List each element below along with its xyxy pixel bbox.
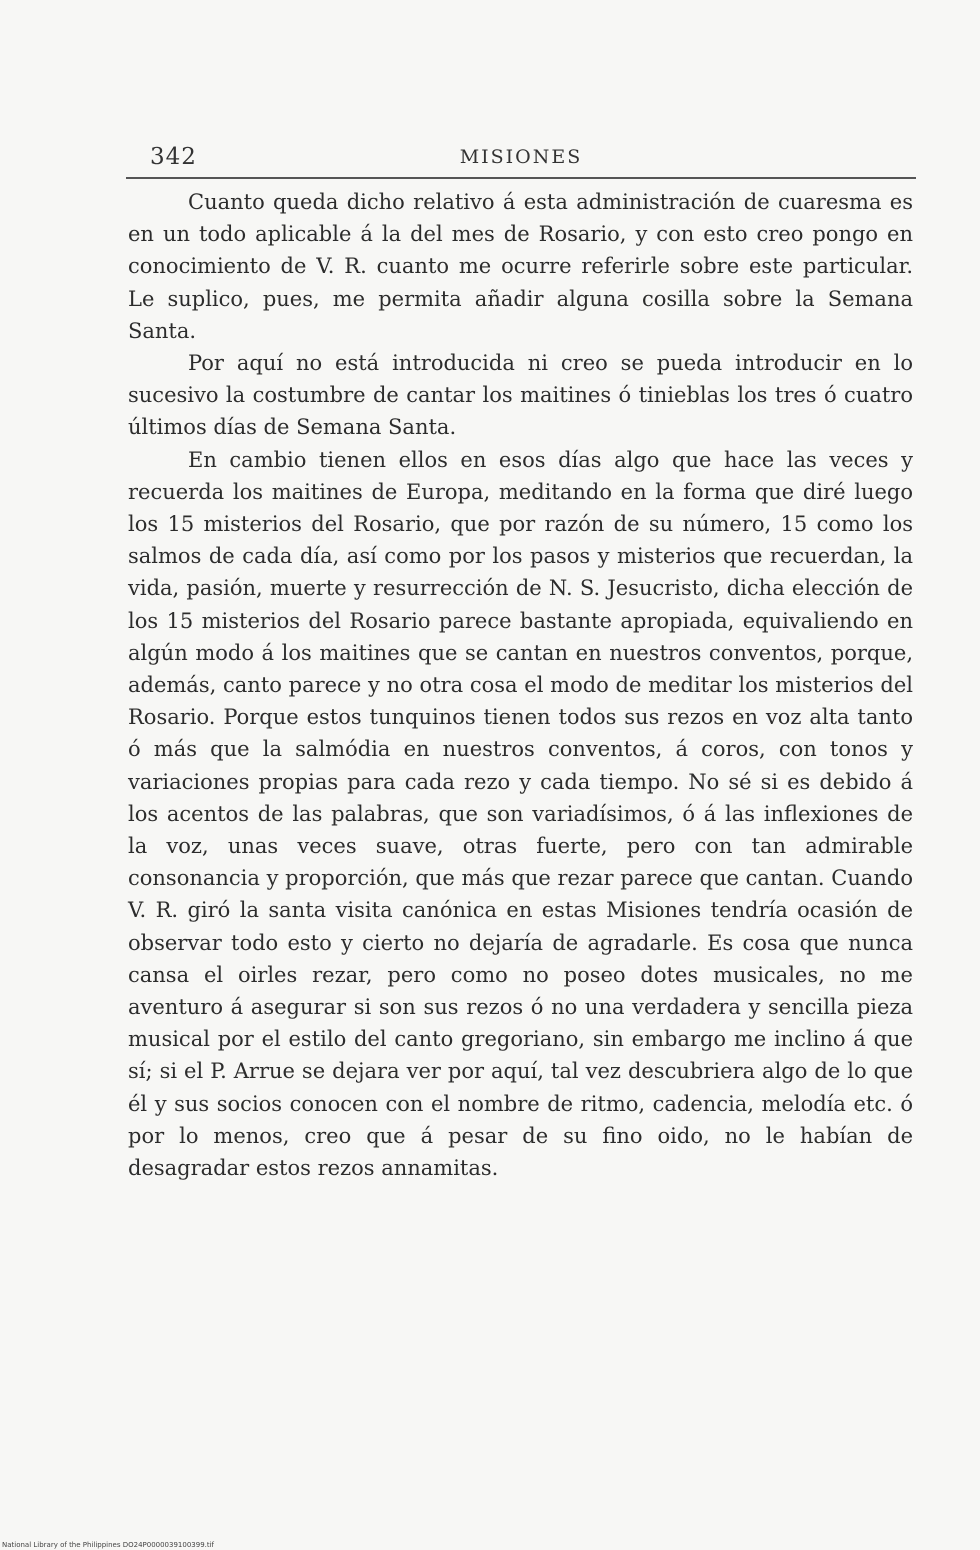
- running-title: MISIONES: [459, 146, 583, 168]
- paragraph: En cambio tienen ellos en esos días algo que hace las veces y recuerda los maitines de Europa, meditando en la forma que diré luego los 15 misterios del Rosario, que por razón de su número, 15 como los salmos de cada día, así como por los pasos y misterios que recuerdan, la vida, pasión, muerte y resurrección de N. S. Jesucristo, dicha elección de los 15 misterios del Rosario parece bastante apropiada, equivaliendo en algún modo á los maitines que se cantan en nuestros conventos, porque, además, canto parece y no otra cosa el modo de meditar los misterios del Rosario. Porque estos tunquinos tienen todos sus rezos en voz alta tanto ó más que la salmódia en nuestros conventos, á coros, con tonos y variaciones propias para cada rezo y cada tiempo. No sé si es debido á los acentos de las palabras, que son variadísimos, ó á las inflexiones de la voz, unas veces suave, otras fuerte, pero con tan admirable consonancia y proporción, que más que rezar parece que cantan. Cuando V. R. giró la santa visita canónica en estas Misiones tendría ocasión de observar todo esto y cierto no dejaría de agradarle. Es cosa que nunca cansa el oirles rezar, pero como no poseo dotes musicales, no me aventuro á asegurar si son sus rezos ó no una verdadera y sencilla pieza musical por el estilo del canto gregoriano, sin embargo me inclino á que sí; si el P. Arrue se dejara ver por aquí, tal vez descubriera algo de lo que él y sus socios conocen con el nombre de ritmo, cadencia, melodía etc. ó por lo menos, creo que á pesar de su fino oido, no le habían de desagradar estos rezos annamitas.: [128, 447, 913, 1181]
- paragraph: Por aquí no está introducida ni creo se pueda introducir en lo sucesivo la costumbre de cantar los maitines ó tinieblas los tres ó cuatro últimos días de Semana Santa.: [128, 351, 913, 440]
- header-rule: [126, 177, 916, 179]
- page-header: [126, 140, 916, 176]
- page-number: 342: [150, 144, 197, 170]
- paragraph: Cuanto queda dicho relativo á esta administración de cuaresma es en un todo aplicable á la del mes de Rosario, y con esto creo pongo en conocimiento de V. R. cuanto me ocurre referirle sobre este particular. Le suplico, pues, me permita añadir alguna cosilla sobre la Semana Santa.: [128, 190, 913, 343]
- page-body: [128, 186, 913, 1184]
- scan-credit: National Library of the Philippines DO24P0000039100399.tif: [2, 1541, 215, 1549]
